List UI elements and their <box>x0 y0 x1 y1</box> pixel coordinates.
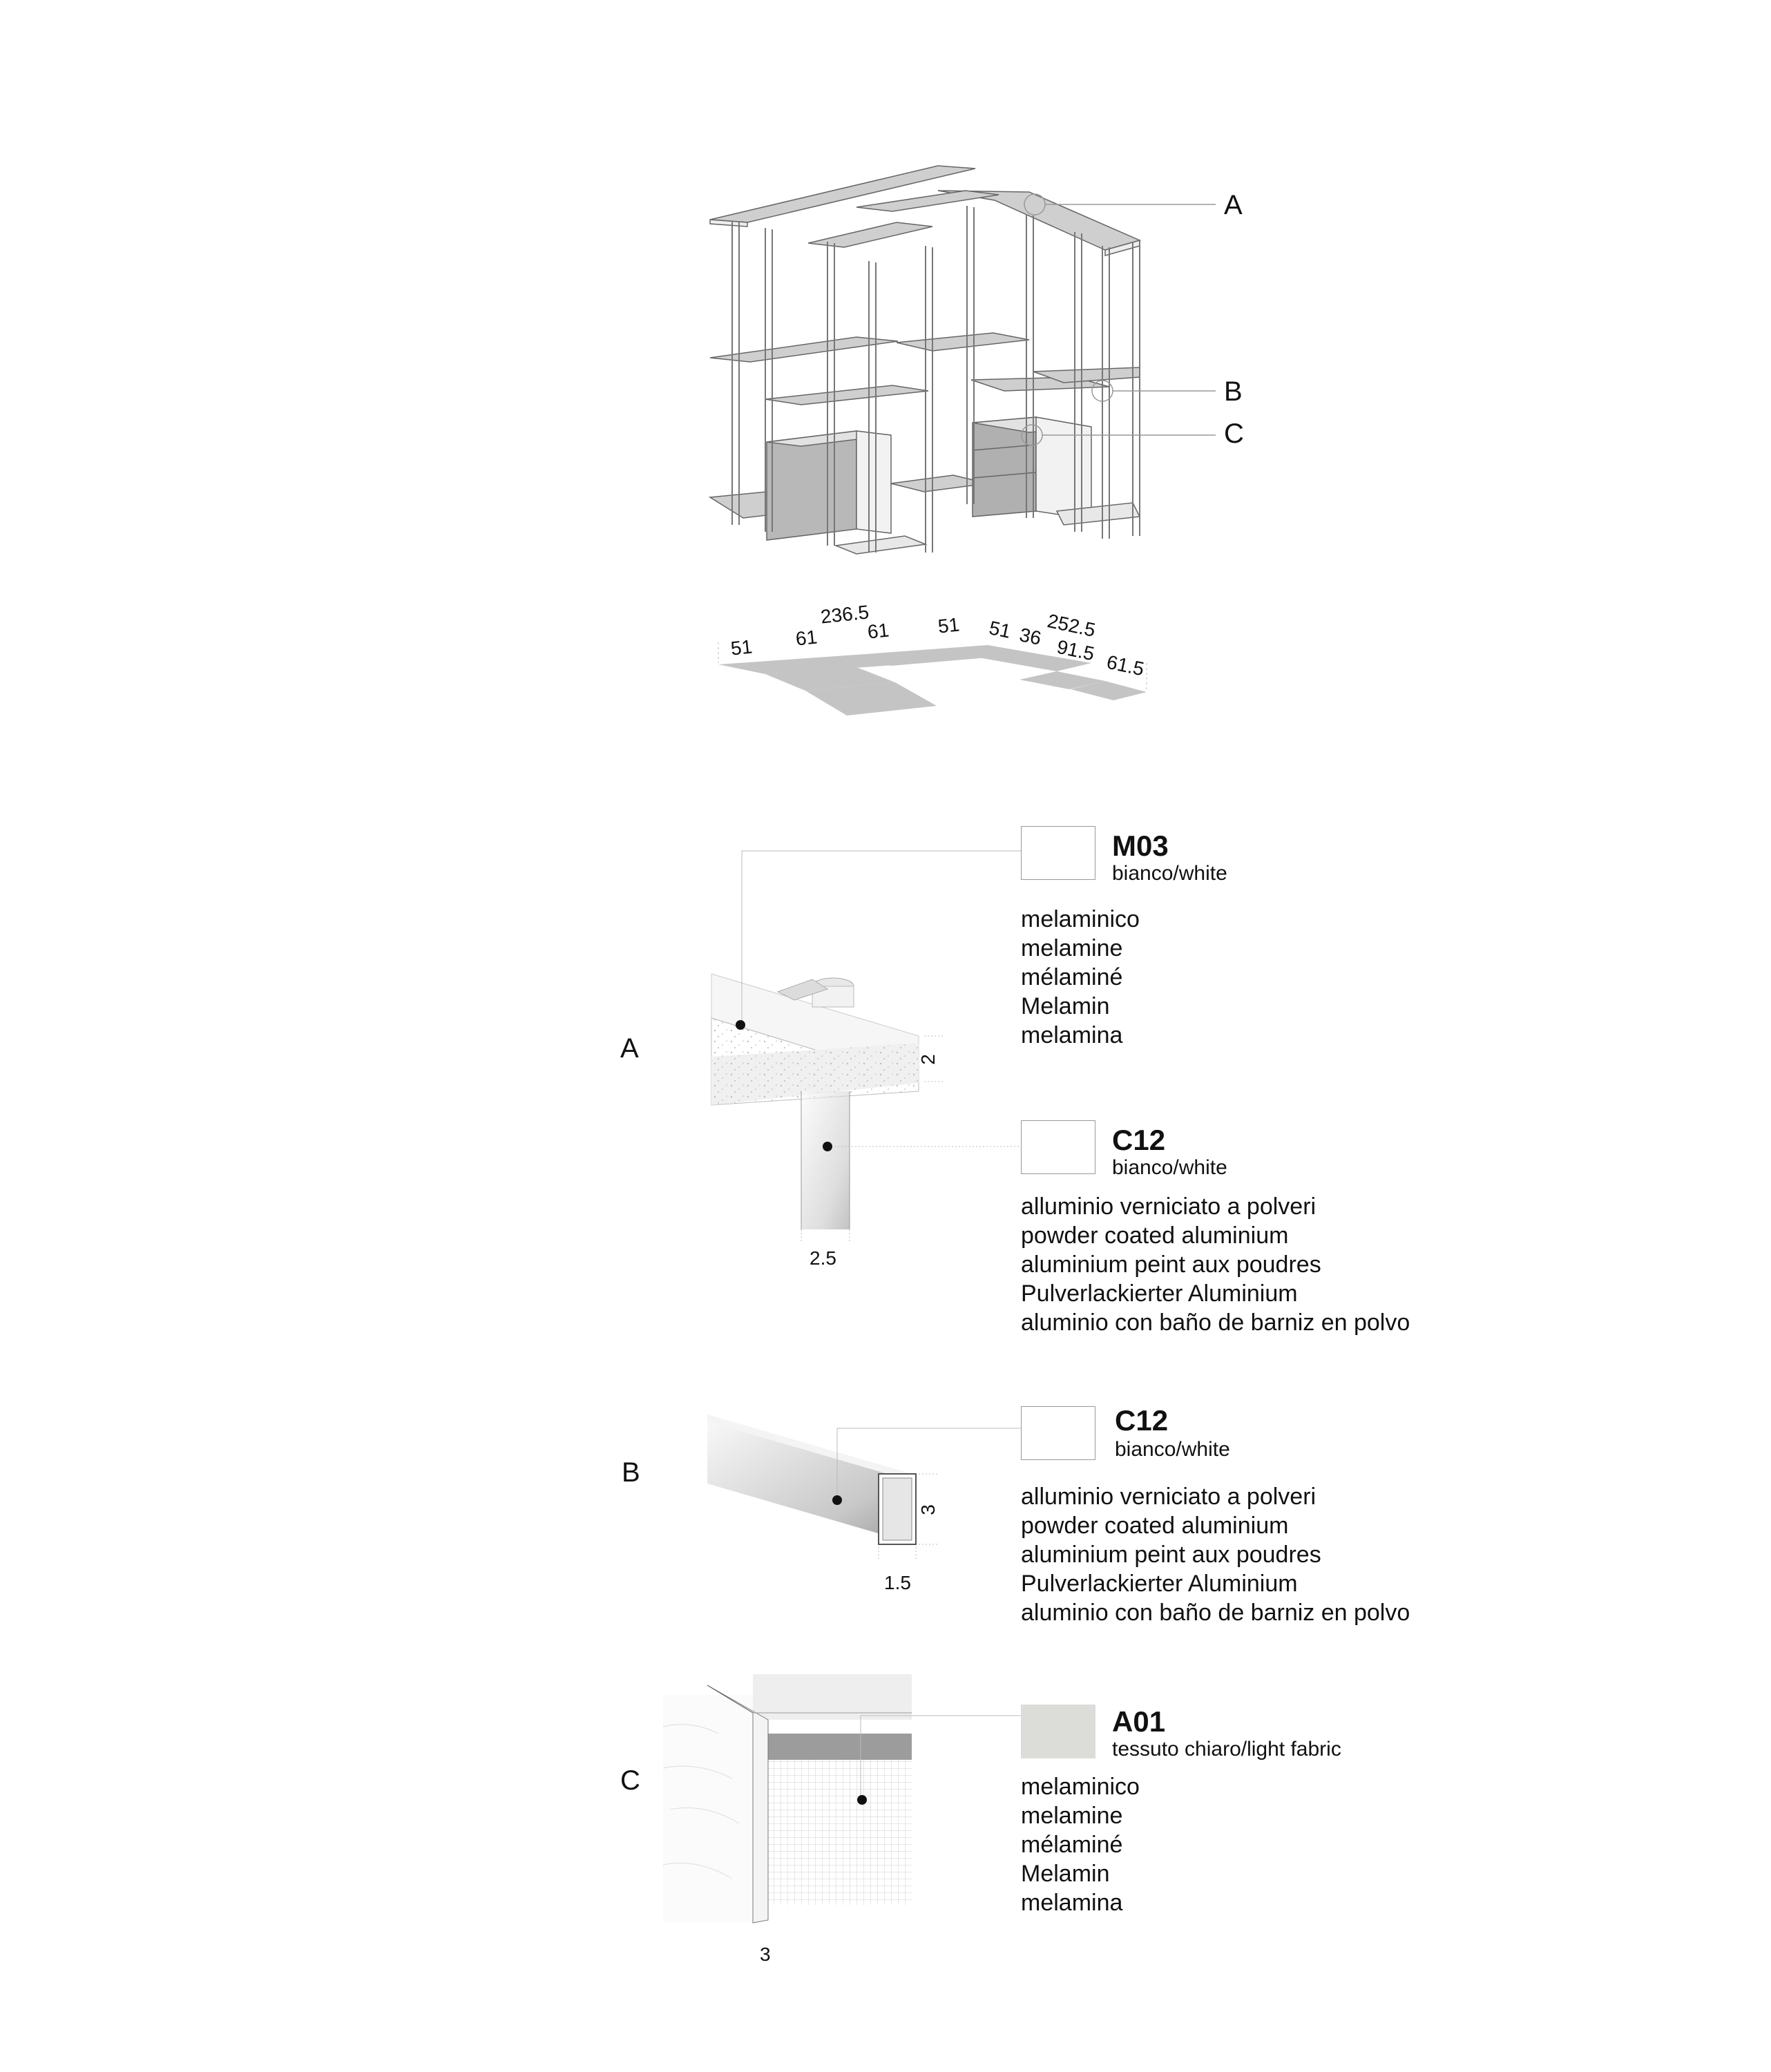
description-line: mélaminé <box>1021 1832 1123 1858</box>
description-line: melamine <box>1021 935 1123 961</box>
material-subtitle: bianco/white <box>1112 1156 1227 1179</box>
material-swatch-a01 <box>1021 1705 1095 1758</box>
dimension-label: 2 <box>917 1054 939 1065</box>
description-line: aluminium peint aux poudres <box>1021 1542 1321 1568</box>
material-code: C12 <box>1112 1124 1166 1156</box>
description-line: powder coated aluminium <box>1021 1222 1289 1249</box>
material-code: C12 <box>1115 1404 1169 1437</box>
material-subtitle: tessuto chiaro/light fabric <box>1112 1738 1341 1761</box>
detail-letter-c: C <box>620 1765 640 1796</box>
callout-label-c: C <box>1224 419 1244 449</box>
description-line: mélaminé <box>1021 964 1123 990</box>
plan-dim: 61 <box>794 626 819 650</box>
dimension-label: 2.5 <box>810 1247 836 1269</box>
material-code: A01 <box>1112 1705 1166 1738</box>
description-line: Melamin <box>1021 993 1110 1019</box>
description-line: aluminio con baño de barniz en polvo <box>1021 1600 1410 1626</box>
detail-letter-a: A <box>620 1033 639 1064</box>
detail-a-drawing <box>711 974 919 1229</box>
material-description <box>1021 1482 1410 1627</box>
material-subtitle: bianco/white <box>1115 1438 1230 1461</box>
description-line: melaminico <box>1021 906 1140 932</box>
plan-dim: 91.5 <box>1055 635 1097 665</box>
description-line: alluminio verniciato a polveri <box>1021 1193 1317 1220</box>
material-swatch-m03 <box>1021 826 1095 880</box>
description-line: aluminium peint aux poudres <box>1021 1251 1321 1278</box>
material-code: M03 <box>1112 829 1169 862</box>
description-line: melamine <box>1021 1803 1123 1829</box>
description-line: Melamin <box>1021 1861 1110 1887</box>
material-description <box>1021 905 1140 1050</box>
detail-b-drawing <box>707 1414 916 1544</box>
description-line: melamina <box>1021 1022 1123 1048</box>
plan-dim: 236.5 <box>819 601 870 628</box>
callout-label-a: A <box>1224 190 1243 220</box>
callout-label-b: B <box>1224 376 1243 407</box>
plan-dim: 51 <box>987 617 1013 642</box>
description-line: melaminico <box>1021 1774 1140 1800</box>
plan-dim: 252.5 <box>1045 610 1098 641</box>
detail-c-drawing <box>663 1674 912 1923</box>
plan-dim: 51 <box>729 635 754 660</box>
plan-dim: 61 <box>866 619 890 643</box>
material-description <box>1021 1772 1140 1917</box>
description-line: Pulverlackierter Aluminium <box>1021 1571 1298 1597</box>
description-line: alluminio verniciato a polveri <box>1021 1484 1317 1510</box>
description-line: aluminio con baño de barniz en polvo <box>1021 1310 1410 1336</box>
description-line: powder coated aluminium <box>1021 1513 1289 1539</box>
dimension-label: 1.5 <box>884 1572 911 1593</box>
description-line: Pulverlackierter Aluminium <box>1021 1280 1298 1307</box>
material-swatch-c12 <box>1021 1120 1095 1174</box>
dimension-label: 3 <box>760 1944 771 1965</box>
description-line: melamina <box>1021 1890 1123 1916</box>
material-description <box>1021 1192 1410 1337</box>
plan-dim: 51 <box>937 613 961 637</box>
material-subtitle: bianco/white <box>1112 862 1227 885</box>
detail-letter-b: B <box>622 1457 640 1488</box>
material-swatch-c12 <box>1021 1406 1095 1460</box>
plan-dim: 36 <box>1017 624 1044 649</box>
plan-dim: 61.5 <box>1104 651 1147 680</box>
dimension-label: 3 <box>917 1504 939 1515</box>
